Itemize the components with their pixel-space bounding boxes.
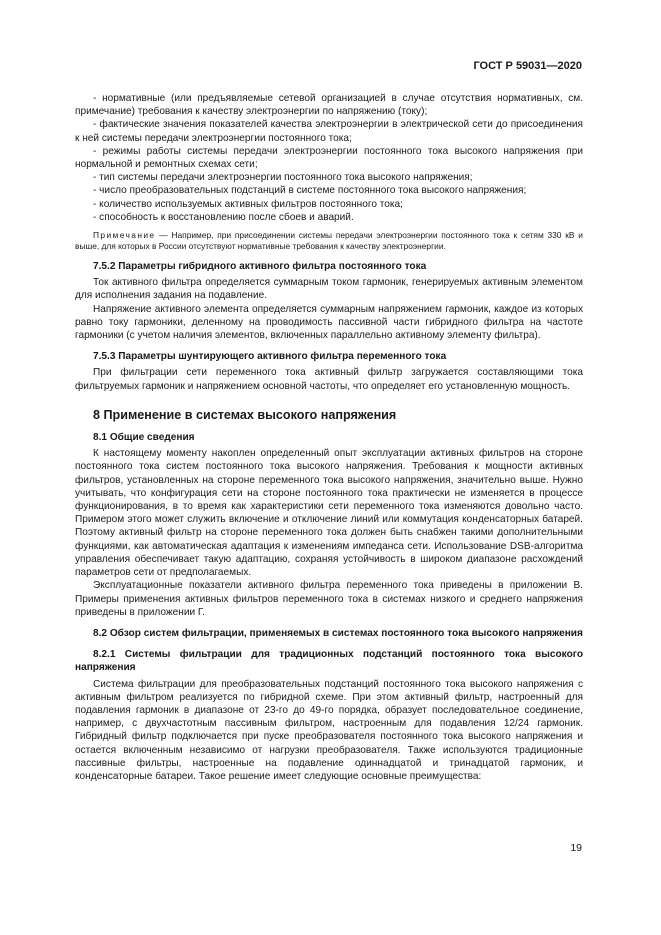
section-8-1-title: 8.1 Общие сведения [93,432,195,444]
section-7-5-3-title: 7.5.3 Параметры шунтирующего активного фильтра переменного тока [93,351,447,363]
note [75,230,583,252]
list-item: - нормативные (или предъявляемые сетевой организацией в случае отсутствия нормативных, см. примечание) требования к качеству электроэнергии по напряжению (току); [75,93,583,118]
list-item: - режимы работы системы передачи электроэнергии постоянного тока высокого напряжения при нормальной и ремонтных схемах сети; [75,145,583,171]
note-label: Примечание [93,230,156,241]
list-item: - число преобразовательных подстанций в системе постоянного тока высокого напряжения; [93,185,527,197]
paragraph: Ток активного фильтра определяется суммарным током гармоник, генерируемых активным элементом для исполнения задания на подавление. [75,277,583,302]
list-item: - фактические значения показателей качества электроэнергии в электрической сети до присоединения к ней системы передачи электроэнергии постоянного тока; [75,119,583,144]
section-8-2-title: 8.2 Обзор систем фильтрации, применяемых в системах постоянного тока высокого напряжения [93,627,583,639]
page-body [75,92,583,783]
list-item: - способность к восстановлению после сбоев и аварий. [93,211,354,223]
paragraph: При фильтрации сети переменного тока активный фильтр загружается составляющими тока фильтруемых гармоник и напряжением основной частоты, что определяет его установленную мощность. [75,367,583,392]
paragraph: К настоящему моменту накоплен определенный опыт эксплуатации активных фильтров на стороне постоянного тока систем постоянного тока высокого напряжения. Требования к мощности активных фильтров, установленных на стороне переменного тока высокого напряжения, значительно выше. Нужно учитывать, что конфигурация сети на стороне постоянного тока практически не изменяется в процессе функционирования, в то время как характеристики сети переменного тока изменяются довольно часто. Примером этого может служить включение и отключение линий или коммутация конденсаторных батарей. Поэтому активный фильтр на стороне переменного тока должен быть снабжен такими дополнительными функциями, как автоматическая адаптация к изменениям импеданса сети. Использование DSB-алгоритма управления обеспечивает такую адаптацию, сохраняя устойчивость в широком диапазоне расхождений параметров сети от предполагаемых. [75,448,583,579]
section-8-title: 8 Применение в системах высокого напряжения [93,407,397,422]
standard-header: ГОСТ Р 59031—2020 [473,60,582,72]
page-number: 19 [570,842,582,854]
list-item: - количество используемых активных фильтров постоянного тока; [93,198,403,210]
requirements-list [75,92,583,224]
list-item: - тип системы передачи электроэнергии постоянного тока высокого напряжения; [93,172,473,184]
paragraph: Эксплуатационные показатели активного фильтра переменного тока приведены в приложении В. Примеры применения активных фильтров переменного тока в системах низкого и среднего напряжения приведены в приложении Г. [75,580,583,618]
section-7-5-2-title: 7.5.2 Параметры гибридного активного фильтра постоянного тока [93,261,427,273]
paragraph: Система фильтрации для преобразовательных подстанций постоянного тока высокого напряжения с активным фильтром реализуется по гибридной схеме. При этом активный фильтр, настроенный для подавления гармоник в диапазоне от 23-го до 49-го порядка, образует последовательное соединение, например, с двухчастотным пассивным фильтром, настроенным для подавления 12/24 гармоник. Гибридный фильтр подключается при пуске преобразователя постоянного тока высокого напряжения и остается включенным независимо от нагрузки преобразователя. Также используются традиционные пассивные фильтры, настроенные на подавление одиннадцатой и тринадцатой гармоник, и конденсаторные батареи. Такое решение имеет следующие основные преимущества: [75,678,583,782]
paragraph: Напряжение активного элемента определяется суммарным напряжением гармоник, каждое из которых равно току гармоники, деленному на проводимость пассивной части гибридного фильтра на частоте гармоники (с учетом наличия элементов, включенных параллельно активному элементу фильтра). [75,303,583,342]
note-text: — Например, при присоединении системы передачи электроэнергии постоянного тока к сетям 330 кВ и выше, для которых в России отсутствуют нормативные требования к качеству электроэнергии. [75,230,583,252]
section-8-2-1-title: 8.2.1 Системы фильтрации для традиционных подстанций постоянного тока высокого напряжения [75,649,583,674]
